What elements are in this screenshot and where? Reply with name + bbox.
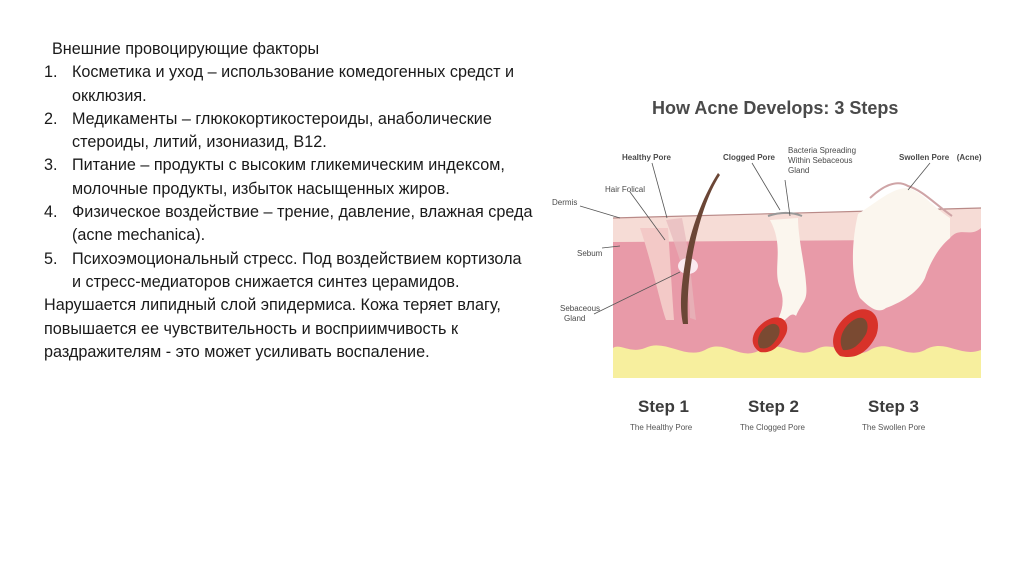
step-2-title: Step 2 (748, 397, 800, 416)
step-3-subtitle: The Swollen Pore (862, 423, 926, 432)
label-hair-folical: Hair Folical (605, 185, 646, 194)
acne-diagram (540, 88, 1002, 448)
list-item (44, 201, 534, 248)
list-item (44, 108, 534, 155)
leader-healthy-pore (652, 163, 667, 218)
step-3-title: Step 3 (868, 397, 920, 416)
step-1-subtitle: The Healthy Pore (630, 423, 693, 432)
list-item (44, 154, 534, 201)
diagram-title: How Acne Develops: 3 Steps (652, 98, 899, 118)
text-block (44, 38, 534, 364)
leader-dermis (580, 206, 620, 218)
list-item-text: Психоэмоциональный стресс. Под воздействием кортизола и стресс-медиаторов снижается синтез церамидов. (72, 249, 522, 291)
label-healthy-pore: Healthy Pore (622, 153, 671, 162)
list-item-text: Медикаменты – глюкокортикостероиды, анаболические стероиды, литий, изониазид, В12. (72, 109, 492, 152)
leader-swollen-pore (908, 163, 930, 190)
label-bacteria-line2: Within Sebaceous (788, 156, 853, 165)
label-bacteria-line3: Gland (788, 166, 810, 175)
label-dermis: Dermis (552, 198, 578, 207)
label-acne-text: (Acne) (956, 153, 982, 162)
label-swollen-pore-text: Swollen Pore (899, 153, 950, 162)
factors-list (44, 61, 534, 294)
label-sebaceous-line2: Gland (564, 314, 586, 323)
acne-diagram-svg (540, 88, 1002, 448)
list-item-number: 2. (44, 109, 58, 128)
step-1-title: Step 1 (638, 397, 690, 416)
step-2-subtitle: The Clogged Pore (740, 423, 805, 432)
list-item-text: Косметика и уход – использование комедогенных средст и окклюзия. (72, 63, 515, 105)
leader-bacteria (785, 180, 790, 216)
label-clogged-pore: Clogged Pore (723, 153, 776, 162)
label-sebaceous-line1: Sebaceous (560, 304, 601, 313)
label-bacteria-line1: Bacteria Spreading (788, 146, 857, 155)
list-item-number: 4. (44, 203, 58, 222)
list-item-number: 5. (44, 249, 58, 268)
list-item (44, 61, 534, 108)
label-sebum: Sebum (577, 249, 603, 258)
list-item-number: 1. (44, 63, 58, 82)
list-item-text: Физическое воздействие – трение, давление, влажная среда (acne mechanica). (72, 203, 533, 245)
leader-clogged-pore (752, 163, 780, 210)
conclusion-paragraph: Нарушается липидный слой эпидермиса. Кожа теряет влагу, повышается ее чувствительность и восприимчивость к раздражителям - это может усиливать воспаление. (44, 296, 501, 361)
label-swollen-pore (899, 147, 982, 164)
list-item-number: 3. (44, 156, 58, 175)
list-item-text: Питание – продукты с высоким гликемическим индексом, молочные продукты, избыток насыщенных жиров. (72, 156, 505, 198)
list-item (44, 248, 534, 295)
factors-heading: Внешние провоцирующие факторы (52, 40, 320, 58)
